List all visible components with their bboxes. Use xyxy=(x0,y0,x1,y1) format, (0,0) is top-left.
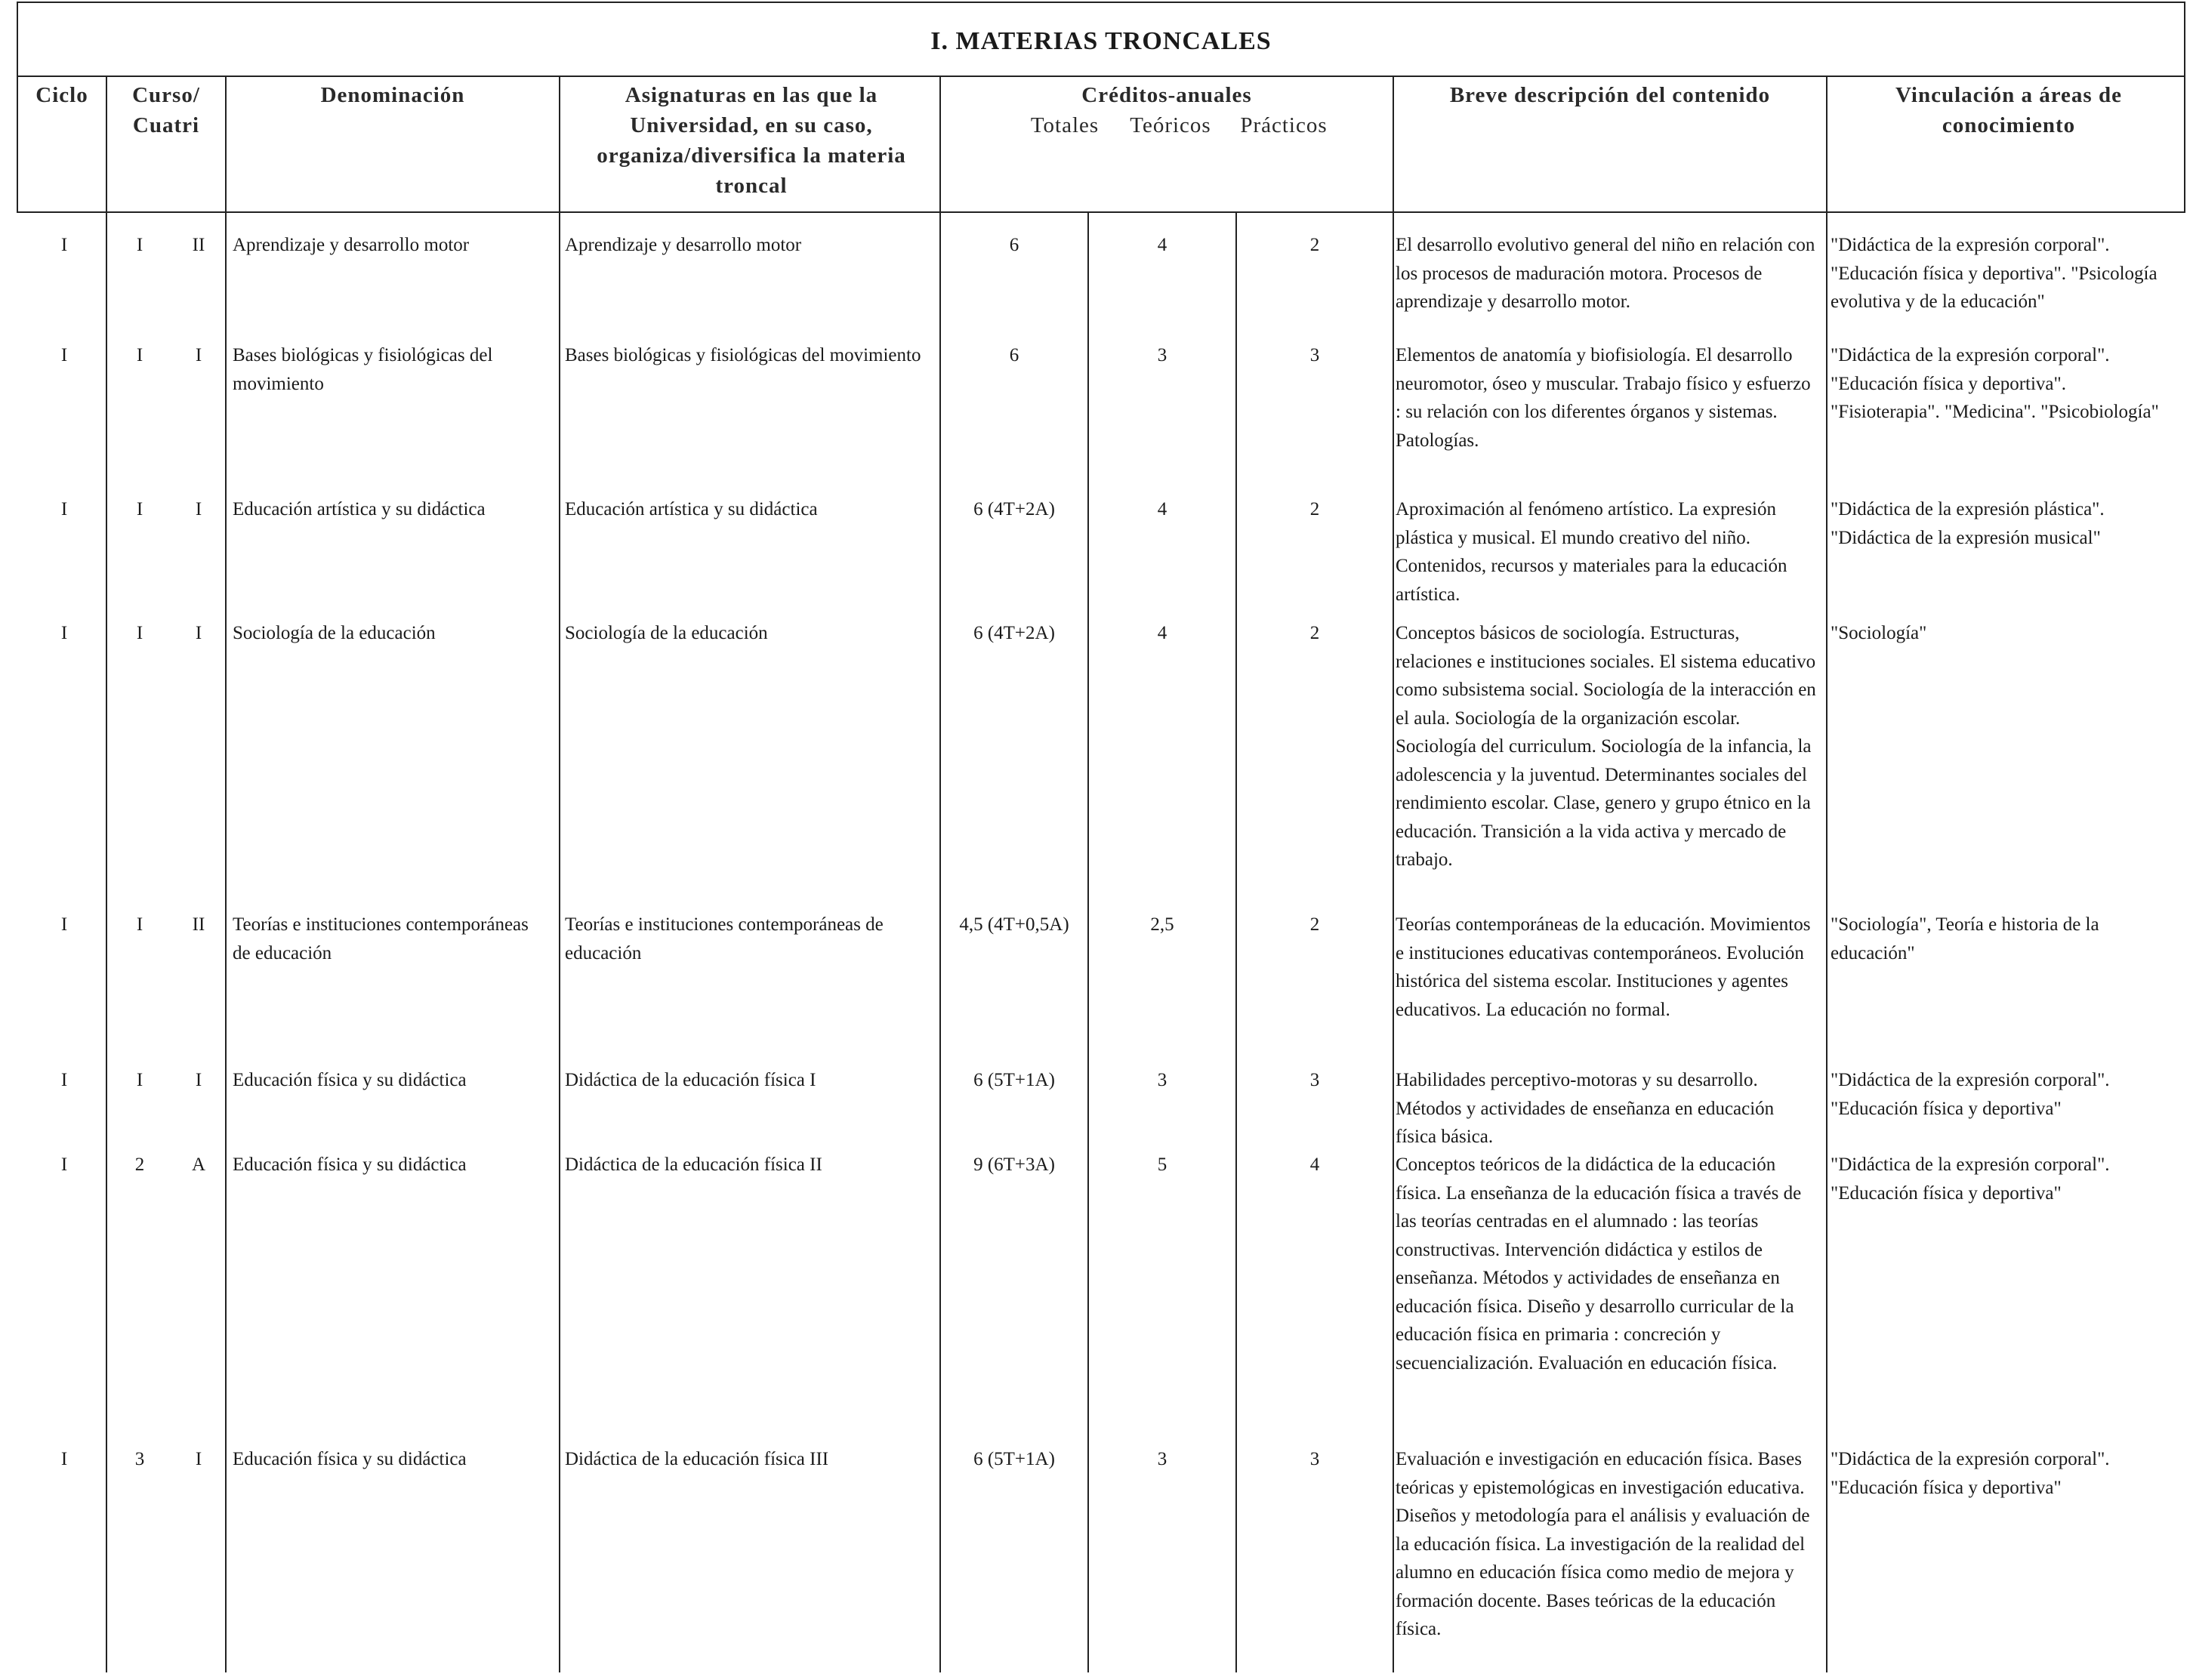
cell-denominacion: Educación física y su didáctica xyxy=(233,1154,467,1175)
cell-denominacion: Educación física y su didáctica xyxy=(233,1449,467,1469)
cell-asignatura: Sociología de la educación xyxy=(565,623,768,643)
header-divider xyxy=(17,211,2185,213)
cell-descripcion: Conceptos básicos de sociología. Estructuras, relaciones e instituciones sociales. El sistema educativo como subsistema social. Sociología de la interacción en el aula. Sociología de la organización escolar. Sociología del curriculum. Sociología de la infancia, la adolescencia y la juventud. Determinantes sociales del rendimiento escolar. Clase, genero y grupo étnico en la educación. Transición a la vida activa y mercado de trabajo. xyxy=(1396,623,1816,870)
title-divider xyxy=(17,76,2185,77)
cell-denominacion: Sociología de la educación xyxy=(233,623,436,643)
header-totales: Totales xyxy=(1030,113,1100,137)
cell-teoricos: 4 xyxy=(1157,235,1167,255)
header-denominacion: Denominación xyxy=(320,83,465,107)
cell-totales: 6 xyxy=(1009,345,1019,365)
cell-cuatri: A xyxy=(191,1154,206,1175)
header-creditos: Créditos-anuales xyxy=(1081,83,1252,107)
cell-curso: I xyxy=(136,345,143,365)
cell-teoricos: 3 xyxy=(1157,345,1167,365)
cell-ciclo: I xyxy=(60,345,68,365)
cell-vinculacion: "Didáctica de la expresión corporal". "Educación física y deportiva" xyxy=(1831,1070,2110,1119)
cell-denominacion: Aprendizaje y desarrollo motor xyxy=(233,235,470,255)
header-descripcion: Breve descripción del contenido xyxy=(1449,83,1771,107)
cell-teoricos: 3 xyxy=(1157,1449,1167,1469)
cell-totales: 4,5 (4T+0,5A) xyxy=(959,914,1069,935)
col-sep-denominacion xyxy=(559,76,560,1672)
header-vinculacion: Vinculación a áreas de conocimiento xyxy=(1895,83,2122,137)
frame-top xyxy=(17,2,2185,3)
cell-curso: I xyxy=(136,499,143,519)
section-title: I. MATERIAS TRONCALES xyxy=(930,27,1272,55)
cell-descripcion: El desarrollo evolutivo general del niño en relación con los procesos de maduración motora. Procesos de aprendizaje y desarrollo motor. xyxy=(1396,235,1815,312)
cell-denominacion: Educación artística y su didáctica xyxy=(233,499,486,519)
col-sep-asignaturas xyxy=(939,76,941,1672)
cell-practicos: 3 xyxy=(1309,1070,1320,1090)
cell-practicos: 2 xyxy=(1309,623,1320,643)
header-curso: Curso/ Cuatri xyxy=(132,83,200,137)
cell-ciclo: I xyxy=(60,499,68,519)
cell-vinculacion: "Didáctica de la expresión corporal". "Educación física y deportiva". "Fisioterapia". "Medicina". "Psicobiología" xyxy=(1831,345,2159,422)
cell-cuatri: I xyxy=(195,345,202,365)
cell-descripcion: Conceptos teóricos de la didáctica de la educación física. La enseñanza de la educación física a través de las teorías centradas en el alumnado : las teorías constructivas. Intervención didáctica y estilos de enseñanza. Métodos y actividades de enseñanza en educación física. Diseño y desarrollo curricular de la educación física en primaria : concreción y secuencialización. Evaluación en educación física. xyxy=(1396,1154,1802,1373)
cell-asignatura: Educación artística y su didáctica xyxy=(565,499,818,519)
col-sep-descripcion xyxy=(1826,76,1828,1672)
cell-descripcion: Elementos de anatomía y biofisiología. El desarrollo neuromotor, óseo y muscular. Trabajo físico y esfuerzo : su relación con los diferentes órganos y sistemas. Patologías. xyxy=(1396,345,1811,451)
cell-asignatura: Bases biológicas y fisiológicas del movimiento xyxy=(565,345,921,365)
cell-ciclo: I xyxy=(60,235,68,255)
cell-ciclo: I xyxy=(60,1154,68,1175)
header-teoricos: Teóricos xyxy=(1130,113,1211,137)
cell-cuatri: I xyxy=(195,499,202,519)
cell-asignatura: Aprendizaje y desarrollo motor xyxy=(565,235,802,255)
cell-descripcion: Habilidades perceptivo-motoras y su desarrollo. Métodos y actividades de enseñanza en educación física básica. xyxy=(1396,1070,1775,1147)
cell-curso: I xyxy=(136,914,143,935)
header-practicos: Prácticos xyxy=(1240,113,1328,137)
cell-curso: 3 xyxy=(134,1449,145,1469)
cell-curso: I xyxy=(136,623,143,643)
cell-vinculacion: "Didáctica de la expresión plástica". "Didáctica de la expresión musical" xyxy=(1831,499,2105,548)
cell-totales: 6 xyxy=(1009,235,1019,255)
cell-totales: 6 (5T+1A) xyxy=(973,1070,1055,1090)
cell-descripcion: Aproximación al fenómeno artístico. La expresión plástica y musical. El mundo creativo del niño. Contenidos, recursos y materiales para la educación artística. xyxy=(1396,499,1787,605)
cell-totales: 6 (4T+2A) xyxy=(973,623,1055,643)
cell-teoricos: 3 xyxy=(1157,1070,1167,1090)
cell-asignatura: Didáctica de la educación física III xyxy=(565,1449,829,1469)
cell-descripcion: Evaluación e investigación en educación física. Bases teóricas y epistemológicas en investigación educativa. Diseños y metodología para el análisis y evaluación de la educación física. La investigación de la realidad del alumno en educación física como medio de mejora y formación docente. Bases teóricas de la educación física. xyxy=(1396,1449,1810,1639)
cell-denominacion: Educación física y su didáctica xyxy=(233,1070,467,1090)
cell-totales: 6 (4T+2A) xyxy=(973,499,1055,519)
cell-ciclo: I xyxy=(60,623,68,643)
cell-denominacion: Teorías e instituciones contemporáneas de educación xyxy=(233,914,529,963)
cell-practicos: 2 xyxy=(1309,235,1320,255)
cell-teoricos: 4 xyxy=(1157,499,1167,519)
cell-vinculacion: "Didáctica de la expresión corporal". "Educación física y deportiva" xyxy=(1831,1154,2110,1204)
cell-practicos: 4 xyxy=(1309,1154,1320,1175)
col-sep-curso xyxy=(225,76,227,1672)
cell-cuatri: I xyxy=(195,1449,202,1469)
cell-teoricos: 5 xyxy=(1157,1154,1167,1175)
col-sep-creditos xyxy=(1393,76,1394,1672)
cell-cuatri: I xyxy=(195,623,202,643)
cell-cuatri: II xyxy=(192,235,205,255)
cell-asignatura: Teorías e instituciones contemporáneas de educación xyxy=(565,914,884,963)
cell-practicos: 2 xyxy=(1309,914,1320,935)
cell-vinculacion: "Didáctica de la expresión corporal". "Educación física y deportiva" xyxy=(1831,1449,2110,1498)
cell-ciclo: I xyxy=(60,914,68,935)
cell-teoricos: 4 xyxy=(1157,623,1167,643)
cell-denominacion: Bases biológicas y fisiológicas del movimiento xyxy=(233,345,493,394)
cell-totales: 9 (6T+3A) xyxy=(973,1154,1055,1175)
col-sep-ciclo xyxy=(106,76,107,1672)
cell-practicos: 3 xyxy=(1309,1449,1320,1469)
cell-vinculacion: "Didáctica de la expresión corporal". "Educación física y deportiva". "Psicología evolutiva y de la educación" xyxy=(1831,235,2158,312)
cell-asignatura: Didáctica de la educación física II xyxy=(565,1154,822,1175)
cell-descripcion: Teorías contemporáneas de la educación. Movimientos e instituciones educativas contemporáneos. Evolución histórica del sistema escolar. Instituciones y agentes educativos. La educación no formal. xyxy=(1396,914,1811,1020)
cell-teoricos: 2,5 xyxy=(1150,914,1174,935)
cell-vinculacion: "Sociología" xyxy=(1831,623,1927,643)
cell-ciclo: I xyxy=(60,1449,68,1469)
cell-ciclo: I xyxy=(60,1070,68,1090)
cell-asignatura: Didáctica de la educación física I xyxy=(565,1070,816,1090)
cell-curso: I xyxy=(136,235,143,255)
header-ciclo: Ciclo xyxy=(35,83,88,107)
cell-vinculacion: "Sociología", Teoría e historia de la educación" xyxy=(1831,914,2099,963)
cell-practicos: 2 xyxy=(1309,499,1320,519)
cell-cuatri: II xyxy=(192,914,205,935)
cell-curso: I xyxy=(136,1070,143,1090)
cell-curso: 2 xyxy=(134,1154,145,1175)
cell-practicos: 3 xyxy=(1309,345,1320,365)
cell-totales: 6 (5T+1A) xyxy=(973,1449,1055,1469)
header-asignaturas: Asignaturas en las que la Universidad, en su caso, organiza/diversifica la materia troncal xyxy=(597,83,906,198)
cell-cuatri: I xyxy=(195,1070,202,1090)
